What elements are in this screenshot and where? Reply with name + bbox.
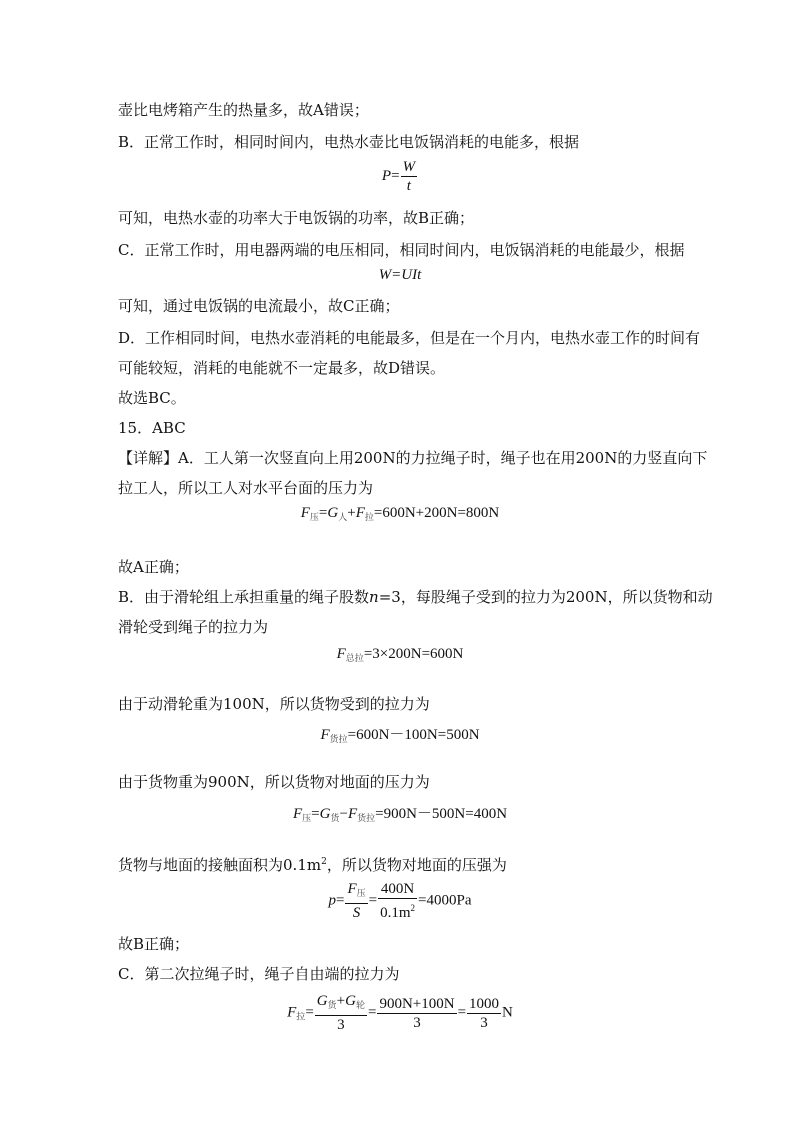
text-line-18: 故B正确； bbox=[118, 935, 190, 953]
eq-value: =900N－500N=400N bbox=[375, 806, 508, 822]
text-line-13 bbox=[118, 587, 713, 607]
eq-operator: = bbox=[335, 892, 345, 909]
equation-cargo-pull bbox=[0, 723, 800, 745]
text-line-7: 可能较短，消耗的电能就不一定最多，故D错误。 bbox=[118, 359, 446, 377]
equation-pressure-force bbox=[0, 505, 800, 523]
text-line-10: 【详解】A．工人第一次竖直向上用200N的力拉绳子时，绳子也在用200N的力竖直向下 bbox=[118, 449, 708, 467]
eq-subscript: 压 bbox=[309, 513, 319, 523]
numerator bbox=[315, 992, 367, 1016]
eq-symbol: F bbox=[347, 881, 357, 897]
fraction bbox=[378, 880, 417, 922]
fraction bbox=[377, 995, 456, 1032]
eq-symbol: F bbox=[300, 505, 310, 521]
eq-symbol: F bbox=[355, 505, 365, 521]
text-line-8: 故选BC。 bbox=[118, 389, 186, 407]
eq-operator: = bbox=[367, 1004, 377, 1021]
variable-n: n bbox=[369, 588, 379, 606]
eq-operator: = bbox=[305, 1004, 314, 1021]
denominator-value: 0.1m bbox=[380, 905, 411, 921]
fraction bbox=[345, 880, 367, 922]
eq-subscript: 货 bbox=[330, 814, 340, 824]
eq-subscript: 压 bbox=[356, 889, 366, 899]
numerator: 1000 bbox=[469, 995, 500, 1012]
fraction bbox=[467, 995, 501, 1032]
eq-subscript: 拉 bbox=[296, 1012, 306, 1023]
eq-symbol: G bbox=[319, 806, 331, 822]
denominator: 3 bbox=[480, 1014, 488, 1031]
eq-subscript: 人 bbox=[338, 513, 348, 523]
text-line-2: B．正常工作时，相同时间内，电热水壶比电饭锅消耗的电能多，根据 bbox=[118, 133, 580, 151]
eq-subscript: 轮 bbox=[355, 1001, 365, 1011]
text-line-17 bbox=[118, 852, 507, 875]
denominator: 3 bbox=[337, 1017, 345, 1033]
equation-ground-pressure-force bbox=[0, 802, 800, 824]
text-line-1: 壶比电烤箱产生的热量多，故A错误； bbox=[118, 101, 369, 119]
text-line-4: C．正常工作时，用电器两端的电压相同，相同时间内，电饭锅消耗的电能最少，根据 bbox=[118, 241, 685, 259]
text-line-16: 由于货物重为900N，所以货物对地面的压力为 bbox=[118, 773, 430, 791]
superscript: 2 bbox=[321, 857, 327, 867]
eq-operator: + bbox=[336, 993, 346, 1009]
text-line-9: 15．ABC bbox=[118, 419, 186, 437]
eq-subscript: 货拉 bbox=[357, 814, 376, 824]
eq-operator: + bbox=[347, 505, 356, 521]
text-segment: 货物与地面的接触面积为0.1m bbox=[118, 856, 322, 874]
text-line-3: 可知，电热水壶的功率大于电饭锅的功率，故B正确； bbox=[118, 209, 475, 227]
eq-subscript: 拉 bbox=[364, 513, 374, 523]
numerator: W bbox=[402, 159, 416, 175]
numerator bbox=[345, 880, 367, 904]
equation-energy: W=UIt bbox=[378, 267, 422, 283]
eq-operator: = bbox=[318, 505, 328, 521]
text-segment: B．由于滑轮组上承担重量的绳子股数 bbox=[118, 588, 370, 606]
text-line-19: C．第二次拉绳子时，绳子自由端的拉力为 bbox=[118, 965, 400, 983]
eq-operator: = bbox=[391, 167, 400, 184]
eq-operator: − bbox=[339, 806, 348, 822]
text-line-15: 由于动滑轮重为100N，所以货物受到的拉力为 bbox=[118, 695, 430, 713]
eq-unit: N bbox=[502, 1004, 513, 1021]
equation-free-end-pull bbox=[0, 992, 800, 1034]
eq-operator: = bbox=[311, 806, 320, 822]
eq-symbol: G bbox=[327, 505, 339, 521]
numerator: 900N+100N bbox=[379, 995, 455, 1012]
text-line-14: 滑轮受到绳子的拉力为 bbox=[118, 618, 269, 636]
text-line-6: D．工作相同时间，电热水壶消耗的电能最多，但是在一个月内，电热水壶工作的时间有 bbox=[118, 329, 701, 347]
eq-operator: = bbox=[457, 1004, 467, 1021]
eq-operator: = bbox=[368, 892, 378, 909]
denominator: t bbox=[406, 178, 411, 194]
equation-total-pull bbox=[0, 646, 800, 664]
text-segment: =3，每股绳子受到的拉力为200N，所以货物和动 bbox=[378, 588, 713, 606]
equation-power bbox=[0, 158, 800, 195]
text-line-5: 可知，通过电饭锅的电流最小，故C正确； bbox=[118, 297, 400, 315]
eq-subscript: 压 bbox=[302, 814, 312, 824]
text-segment: ，所以货物对地面的压强为 bbox=[326, 856, 507, 874]
fraction bbox=[315, 992, 367, 1034]
numerator: 400N bbox=[378, 880, 417, 899]
fraction bbox=[401, 158, 418, 195]
denominator bbox=[378, 899, 417, 922]
eq-subscript: 货 bbox=[327, 1001, 337, 1011]
eq-symbol: F bbox=[336, 646, 346, 662]
eq-symbol: F bbox=[287, 1004, 297, 1021]
denominator: 3 bbox=[413, 1014, 421, 1031]
eq-symbol: G bbox=[316, 993, 328, 1009]
superscript: 2 bbox=[410, 903, 416, 913]
denominator: S bbox=[352, 905, 361, 921]
equation-pressure bbox=[0, 880, 800, 922]
eq-symbol: P bbox=[381, 167, 392, 184]
eq-symbol: G bbox=[345, 993, 356, 1009]
eq-subscript: 货拉 bbox=[329, 735, 348, 745]
text-line-12: 故A正确； bbox=[118, 558, 189, 576]
eq-symbol: F bbox=[347, 806, 358, 822]
eq-value: =4000Pa bbox=[418, 892, 472, 909]
eq-value: =600N+200N=800N bbox=[373, 505, 500, 521]
eq-symbol: F bbox=[320, 727, 330, 743]
eq-symbol: F bbox=[292, 806, 303, 822]
eq-value: =600N－100N=500N bbox=[347, 727, 480, 743]
eq-value: =3×200N=600N bbox=[363, 646, 464, 662]
eq-subscript: 总拉 bbox=[345, 654, 364, 664]
text-line-11: 拉工人，所以工人对水平台面的压力为 bbox=[118, 479, 374, 497]
eq-symbol: p bbox=[328, 892, 336, 909]
